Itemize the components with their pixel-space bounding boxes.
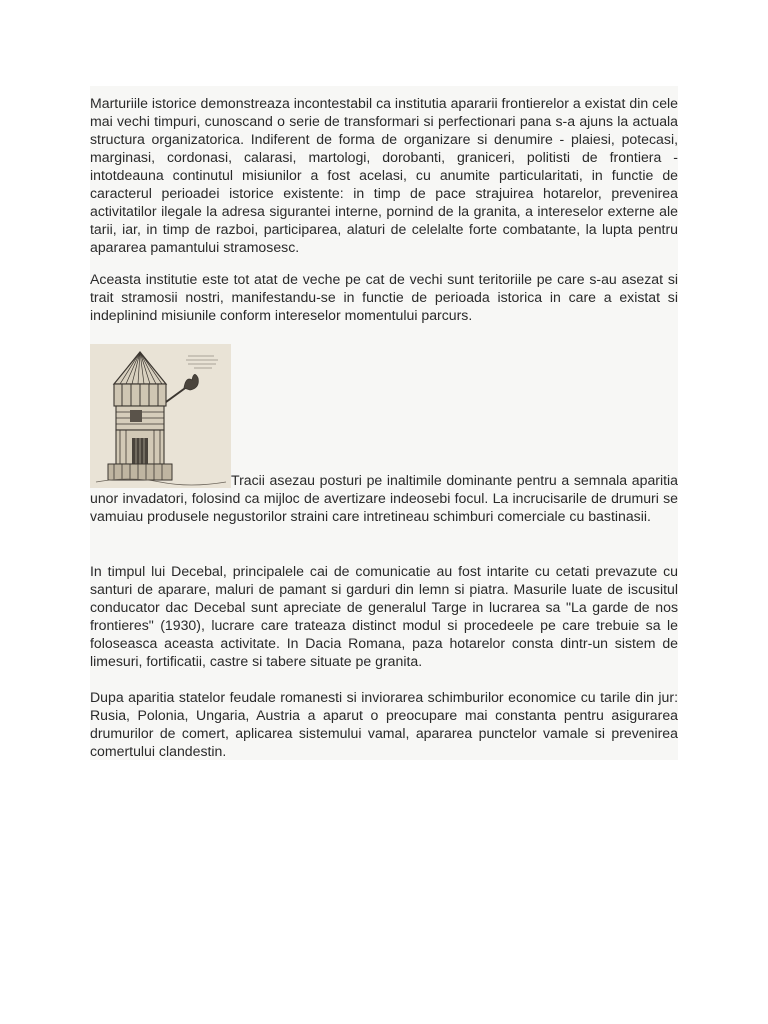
paragraph-intro: Marturiile istorice demonstreaza incontestabil ca institutia apararii frontierelor a existat din cele mai vechi timpuri, cunoscand o serie de transformari si perfectionari pana s-a ajuns la actuala structura organizatorica. Indiferent de forma de organizare si denumire - plaiesi, potecasi, marginasi, cordonasi, calarasi, martologi, dorobanti, graniceri, politisti de frontiera - intotdeauna continutul misiunilor a fost acelasi, cu anumite particularitati, in functie de caracterul perioadei istorice existente: in timp de pace strajuirea hotarelor, prevenirea activitatilor ilegale la adresa sigurantei interne, pornind de la granita, a intereselor externe ale tarii, iar, in timp de razboi, participarea, alaturi de celelalte forte combatante, la lupta pentru apararea pamantului stramosesc. — [90, 95, 678, 255]
watchtower-illustration-icon — [90, 344, 231, 488]
paragraph-thracians: Tracii asezau posturi pe inaltimile dominante pentru a semnala aparitia unor invadatori, folosind ca mijloc de avertizare indeosebi focul. La incrucisarile de drumuri se vamuiau produsele negustorilor straini care intretineau schimburi comerciale cu bastinasii. — [90, 472, 678, 524]
paragraph-feudal-states: Dupa aparitia statelor feudale romanesti si inviorarea schimburilor economice cu tarile din jur: Rusia, Polonia, Ungaria, Austria a aparut o preocupare mai constanta pentru asigurarea drumurilor de comert, aplicarea sistemului vamal, apararea punctelor vamale si prevenirea comertului clandestin. — [90, 689, 678, 759]
paragraph-institution-age: Aceasta institutie este tot atat de veche pe cat de vechi sunt teritoriile pe care s-au asezat si trait stramosii nostri, manifestandu-se in functie de perioada istorica in care a existat si indeplinind misiunile conform intereselor momentului parcurs. — [90, 271, 678, 323]
document-page — [90, 86, 678, 760]
figure-block — [90, 344, 678, 541]
paragraph-decebal: In timpul lui Decebal, principalele cai de comunicatie au fost intarite cu cetati prevazute cu santuri de aparare, maluri de pamant si garduri din lemn si piatra. Masurile luate de iscusitul conducator dac Decebal sunt apreciate de generalul Targe in lucrarea sa "La garde de nos frontieres" (1930), lucrare care trateaza distinct modul si procedeele pe care trebuie sa le foloseasca aceasta activitate. In Dacia Romana, paza hotarelor consta dintr-un sistem de limesuri, fortificatii, castre si tabere situate pe granita. — [90, 563, 678, 669]
